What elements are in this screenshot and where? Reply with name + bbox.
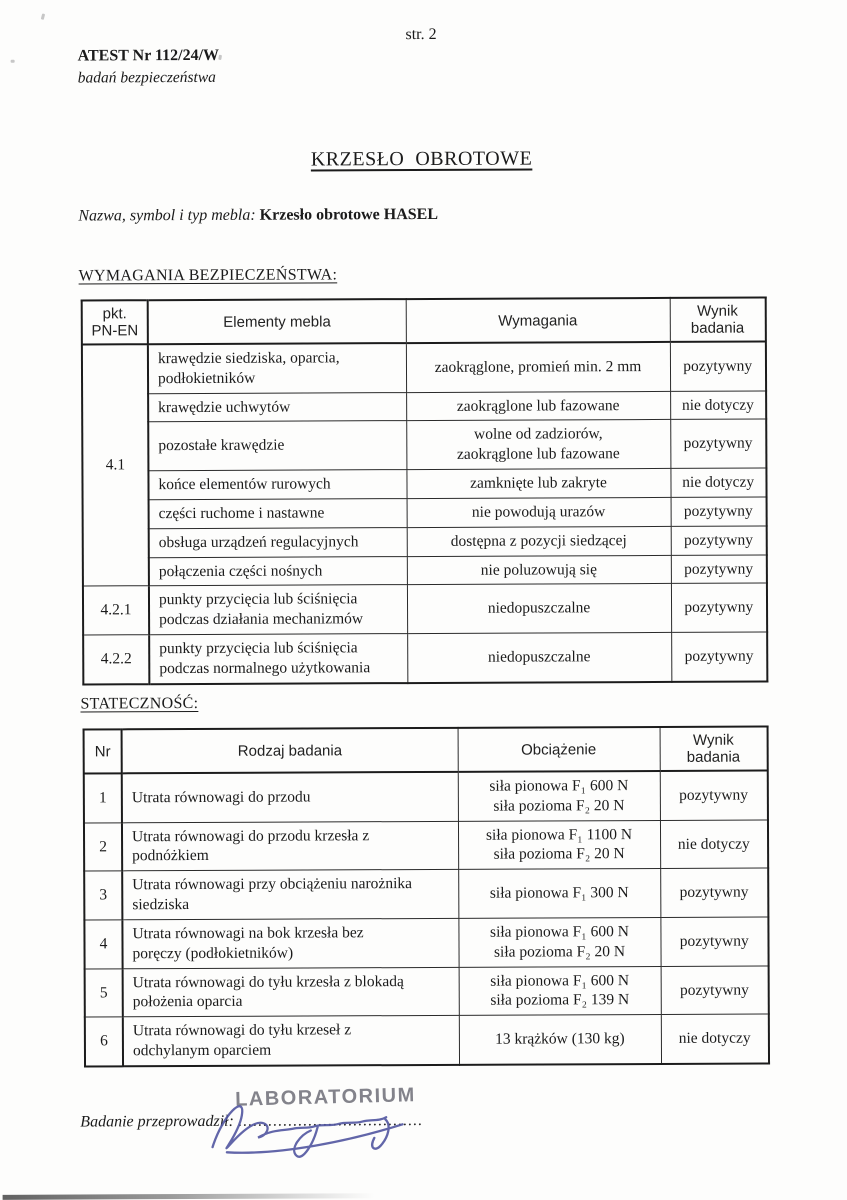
element-cell: krawędzie uchwytów — [148, 392, 406, 422]
requirement-cell: niedopuszczalne — [407, 633, 671, 683]
requirement-cell: dostępna z pozycji siedzącej — [407, 526, 671, 556]
result-cell: pozytywny — [671, 632, 767, 682]
test-cell: Utrata równowagi do przodu — [122, 772, 458, 823]
column-header-nr: Nr — [84, 729, 122, 773]
nr-cell: 1 — [84, 773, 122, 822]
load-cell: siła pionowa F₁ 300 N — [458, 869, 660, 919]
atest-number: ATEST Nr 112/24/W — [77, 46, 220, 65]
table-row — [85, 1014, 769, 1066]
furniture-name-label: Nazwa, symbol i typ mebla: — [78, 206, 256, 225]
table-row — [84, 820, 768, 872]
result-cell: pozytywny — [671, 583, 767, 632]
column-header-load: Obciążenie — [458, 727, 660, 772]
pkt-cell: 4.1 — [82, 344, 149, 586]
result-cell: pozytywny — [660, 917, 768, 966]
test-cell: Utrata równowagi przy obciążeniu narożnika siedziska — [122, 870, 458, 920]
signature-line — [80, 1112, 423, 1131]
result-cell: pozytywny — [661, 966, 769, 1015]
element-cell: punkty przycięcia lub ściśnięcia podczas normalnego użytkowania — [149, 634, 407, 684]
document-title: KRZESŁO OBROTOWE — [310, 147, 533, 171]
result-cell: nie dotyczy — [670, 391, 766, 420]
requirement-cell: zaokrąglone, promień min. 2 mm — [406, 342, 670, 392]
column-header-result: Wynik badania — [670, 298, 766, 342]
element-cell: połączenia części nośnych — [149, 556, 407, 586]
table-row — [82, 468, 766, 500]
result-cell: pozytywny — [670, 342, 766, 392]
requirement-cell: niedopuszczalne — [407, 584, 671, 634]
requirement-cell: wolne od zadziorów, zaokrąglone lub fazowane — [406, 420, 670, 470]
table-row — [83, 583, 767, 635]
test-cell: Utrata równowagi na bok krzesła bez poręczy (podłokietników) — [122, 918, 458, 968]
nr-cell: 3 — [84, 871, 122, 920]
load-cell: siła pionowa F₁ 1100 N siła pozioma F₂ 20 N — [458, 820, 660, 870]
result-cell: pozytywny — [671, 555, 767, 584]
table-header-row — [84, 727, 768, 774]
furniture-name-value: Krzesło obrotowe HASEL — [259, 205, 439, 224]
result-cell: nie dotyczy — [670, 468, 766, 497]
table-row — [84, 868, 768, 920]
load-cell: siła pionowa F₁ 600 N siła pozioma F₂ 20 N — [458, 917, 660, 967]
column-header-requirement: Wymagania — [406, 298, 670, 343]
table-row — [84, 770, 768, 822]
load-cell: siła pionowa F₁ 600 N siła pozioma F₂ 20 N — [458, 771, 660, 821]
scan-artifact — [11, 60, 15, 63]
test-cell: Utrata równowagi do tyłu krzesła z blokadą położenia oparcia — [123, 967, 459, 1017]
column-header-test: Rodzaj badania — [122, 728, 458, 773]
safety-requirements-table — [81, 296, 769, 685]
column-header-element: Elementy mebla — [148, 299, 406, 344]
nr-cell: 6 — [85, 1017, 123, 1066]
pkt-cell: 4.2.1 — [83, 586, 149, 635]
test-cell: Utrata równowagi do przodu krzesła z podnóżkiem — [122, 821, 458, 871]
element-cell: części ruchome i nastawne — [149, 499, 407, 529]
page-number: str. 2 — [405, 25, 437, 44]
laboratorium-stamp: LABORATORIUM — [234, 1084, 416, 1111]
table-row — [84, 917, 768, 969]
table-header-row — [82, 298, 766, 345]
result-cell: nie dotyczy — [660, 820, 768, 869]
table-row — [82, 419, 766, 471]
atest-subtitle: badań bezpieczeństwa — [77, 68, 216, 87]
table-row — [83, 555, 767, 587]
element-cell: końce elementów rurowych — [148, 470, 406, 500]
load-cell: siła pionowa F₁ 600 N siła pozioma F₂ 139 N — [459, 966, 661, 1016]
table-row — [83, 497, 767, 529]
column-header-pkt: pkt. PN-EN — [82, 300, 148, 344]
load-cell: 13 krążków (130 kg) — [459, 1015, 661, 1065]
signature-label: Badanie przeprowadził: — [80, 1112, 234, 1131]
element-cell: pozostałe krawędzie — [148, 421, 406, 471]
element-cell: punkty przycięcia lub ściśnięcia podczas działania mechanizmów — [149, 585, 407, 635]
pkt-cell: 4.2.2 — [83, 635, 149, 684]
requirement-cell: nie powodują urazów — [407, 497, 671, 527]
result-cell: pozytywny — [671, 497, 767, 526]
result-cell: nie dotyczy — [661, 1014, 769, 1064]
scan-edge-artifact — [3, 1193, 375, 1200]
dotted-line: ..................................... — [237, 1112, 423, 1130]
result-cell: pozytywny — [670, 419, 766, 468]
test-cell: Utrata równowagi do tyłu krzeseł z odchylanym oparciem — [123, 1016, 459, 1067]
nr-cell: 2 — [84, 822, 122, 871]
requirement-cell: zamknięte lub zakryte — [406, 469, 670, 499]
nr-cell: 5 — [85, 968, 123, 1017]
result-cell: pozytywny — [660, 868, 768, 917]
stability-section-heading: STATECZNOŚĆ: — [80, 694, 199, 713]
stability-table — [83, 725, 770, 1067]
element-cell: obsługa urządzeń regulacyjnych — [149, 527, 407, 557]
table-row — [83, 632, 767, 684]
result-cell: pozytywny — [660, 770, 768, 820]
safety-section-heading: WYMAGANIA BEZPIECZEŃSTWA: — [78, 266, 338, 285]
table-row — [82, 342, 766, 394]
table-row — [85, 966, 769, 1018]
table-row — [83, 526, 767, 558]
element-cell: krawędzie siedziska, oparcia, podłokietników — [148, 343, 406, 393]
scan-artifact — [41, 13, 45, 20]
result-cell: pozytywny — [671, 526, 767, 555]
requirement-cell: zaokrąglone lub fazowane — [406, 391, 670, 421]
furniture-name-line — [78, 206, 438, 226]
table-row — [82, 391, 766, 423]
nr-cell: 4 — [84, 920, 122, 969]
requirement-cell: nie poluzowują się — [407, 555, 671, 585]
column-header-result: Wynik badania — [660, 727, 768, 771]
